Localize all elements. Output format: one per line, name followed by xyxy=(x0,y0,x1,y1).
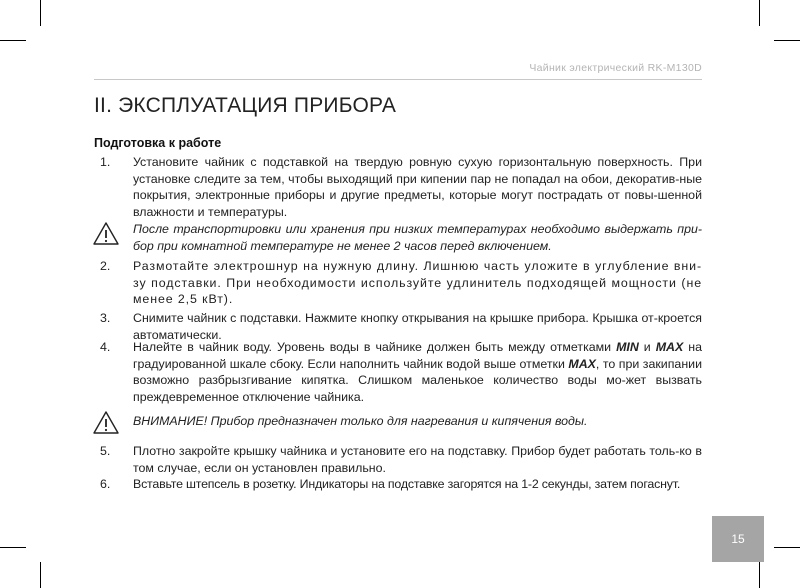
item-number: 1. xyxy=(100,155,111,169)
item-number: 2. xyxy=(100,259,111,273)
crop-mark xyxy=(774,40,800,41)
max-mark-label: MAX xyxy=(568,356,596,371)
crop-mark xyxy=(759,0,760,26)
item-number: 6. xyxy=(100,477,111,491)
item-number: 4. xyxy=(100,340,111,354)
list-item xyxy=(100,258,702,308)
page-number: 15 xyxy=(712,516,764,562)
item-text: Установите чайник с подставкой на твердую ровную сухую горизонтальную поверхность. При установке следите за тем, чтобы выходящий при кипении пар не попадал на обои, декоратив-ные покрытия, электронные приборы и другие предметы, которые могут пострадать от повы-шенной влажности и температуры. xyxy=(133,155,702,220)
warning-note xyxy=(100,221,702,254)
item-text: Снимите чайник с подставки. Нажмите кнопку открывания на крышке прибора. Крышка от-кроется автоматически. xyxy=(133,311,702,342)
warning-triangle-icon xyxy=(92,410,120,435)
crop-mark xyxy=(0,40,26,41)
warning-note xyxy=(100,410,702,430)
section-subtitle: Подготовка к работе xyxy=(94,136,222,150)
item-text-part: Налейте в чайник воду. Уровень воды в чайнике должен быть между отметками xyxy=(133,340,617,354)
item-text: Вставьте штепсель в розетку. Индикаторы на подставке загорятся на 1-2 секунды, затем погаснут. xyxy=(133,477,681,491)
crop-mark xyxy=(759,562,760,588)
item-text: Плотно закройте крышку чайника и установите его на подставку. Прибор будет работать толь-ко в том случае, если он установлен правильно. xyxy=(133,444,702,475)
crop-mark xyxy=(40,562,41,588)
header-divider xyxy=(94,79,702,80)
item-text-part: на градуированной шкале сбоку. Если наполнить чайник водой выше отметки xyxy=(133,340,702,371)
crop-mark xyxy=(0,547,26,548)
crop-mark xyxy=(40,0,41,26)
list-item xyxy=(100,154,702,221)
min-mark-label: MIN xyxy=(616,340,639,354)
item-number: 5. xyxy=(100,444,111,458)
item-text-part: и xyxy=(638,340,656,354)
warning-text: ВНИМАНИЕ! Прибор предназначен только для нагревания и кипячения воды. xyxy=(133,414,588,428)
list-item xyxy=(100,339,702,406)
section-title: II. ЭКСПЛУАТАЦИЯ ПРИБОРА xyxy=(94,94,397,117)
item-text-part: , то при закипании возможно разбрызгивание кипятка. Слишком маленькое количество воды мо-жет вызвать преждевременное отключение чайника. xyxy=(133,356,703,405)
item-number: 3. xyxy=(100,311,111,325)
item-text: Размотайте электрошнур на нужную длину. Лишнюю часть уложите в углубление вни-зу подставки. При необходимости используйте удлинитель подходящей мощности (не менее 2,5 кВт). xyxy=(133,259,702,307)
warning-text: После транспортировки или хранения при низких температурах необходимо выдержать при-бор при комнатной температуре не менее 2 часов перед включением. xyxy=(133,222,702,253)
header-product-name: Чайник электрический RK-M130D xyxy=(529,62,702,74)
list-item xyxy=(100,476,702,493)
item-text xyxy=(133,339,702,406)
crop-mark xyxy=(774,547,800,548)
warning-triangle-icon xyxy=(92,221,120,246)
max-mark-label: MAX xyxy=(655,340,684,354)
list-item xyxy=(100,443,702,476)
